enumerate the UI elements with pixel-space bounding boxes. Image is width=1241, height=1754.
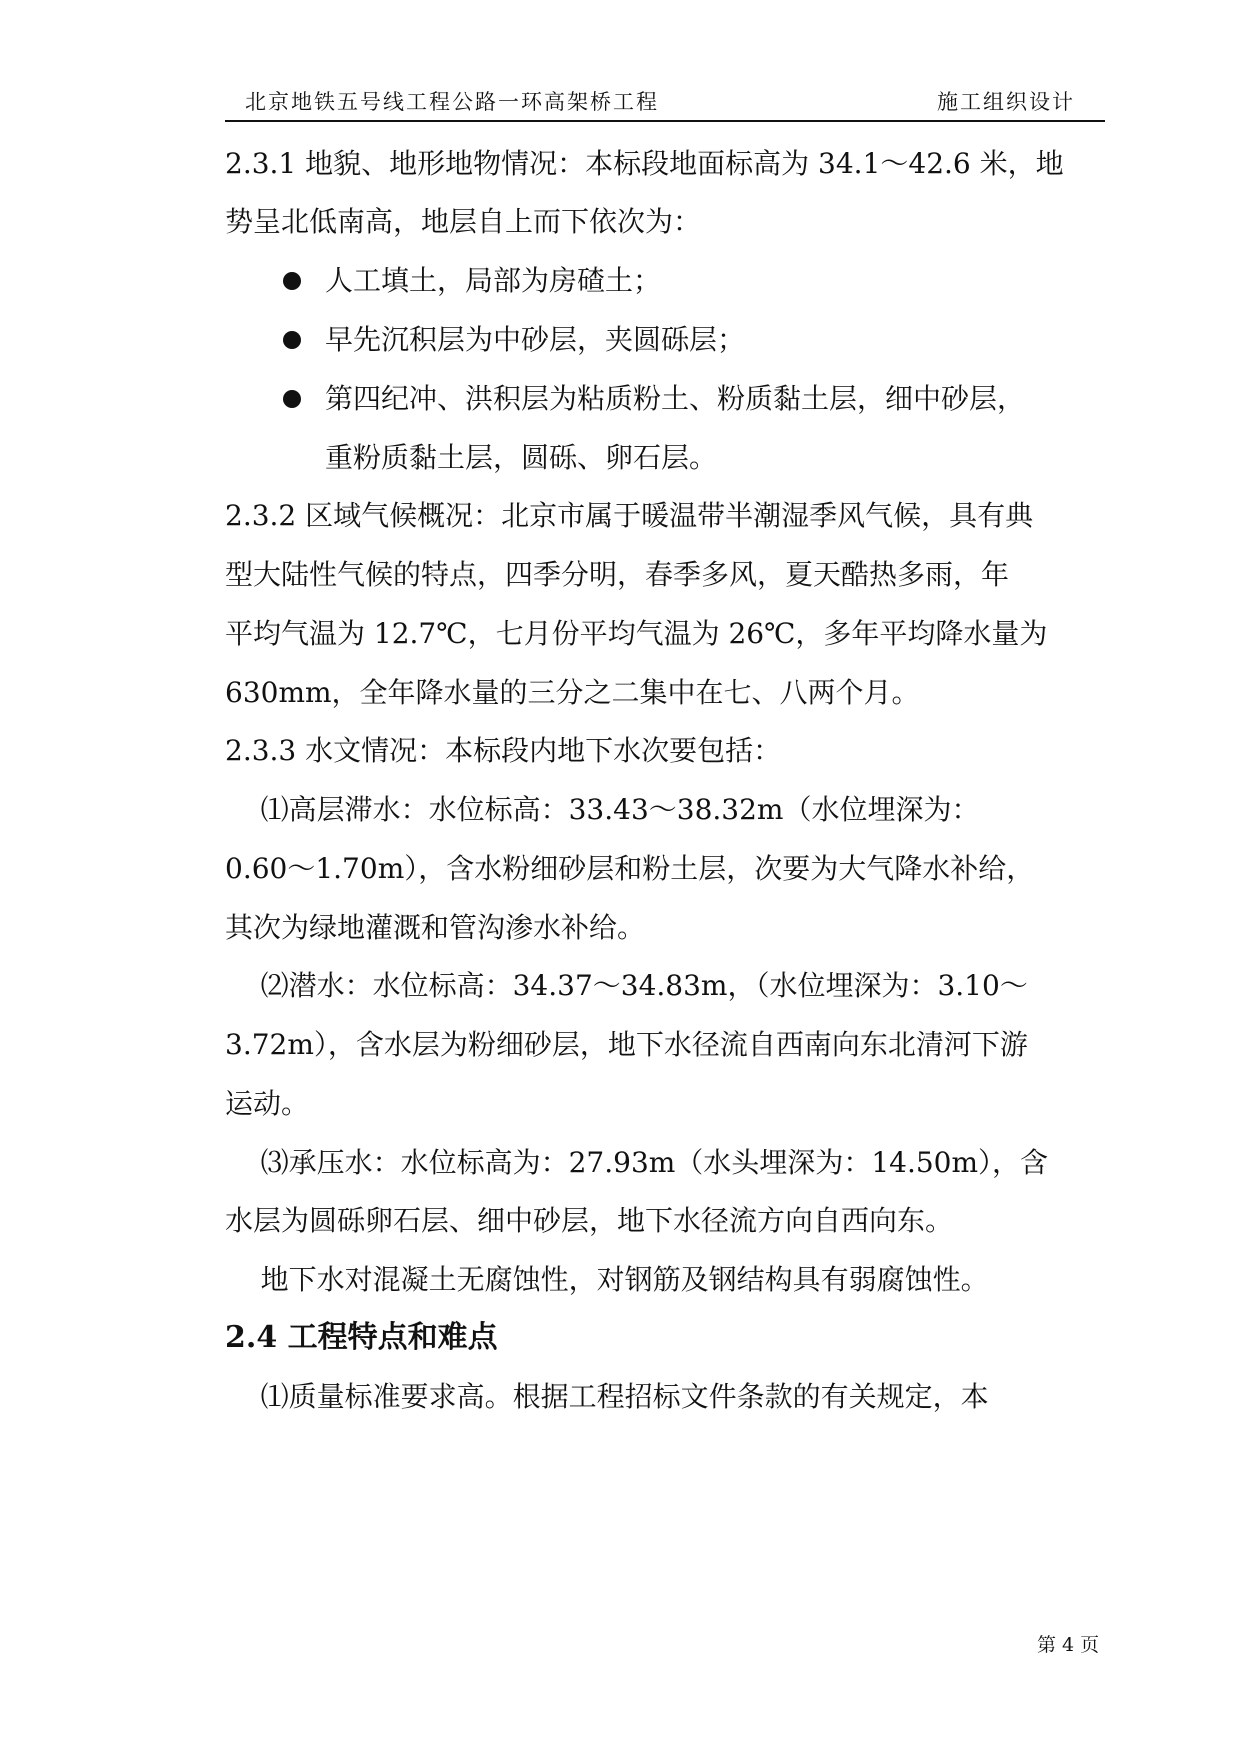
paragraph-line: ⑵潜水：水位标高：34.37～34.83m，（水位埋深为：3.10～ xyxy=(225,969,1028,1002)
header-project-title: 北京地铁五号线工程公路一环高架桥工程 xyxy=(245,90,659,114)
bullet-item-continuation: 重粉质黏土层，圆砾、卵石层。 xyxy=(325,441,718,474)
paragraph-line: ⑴质量标准要求高。根据工程招标文件条款的有关规定，本 xyxy=(225,1380,989,1413)
page-header xyxy=(225,86,1105,120)
page-number: 第 4 页 xyxy=(1037,1634,1100,1656)
bullet-icon xyxy=(283,331,301,349)
paragraph-line: ⑶承压水：水位标高为：27.93m（水头埋深为：14.50m），含 xyxy=(225,1146,1049,1179)
section-heading: 2.4 工程特点和难点 xyxy=(225,1320,498,1355)
paragraph-line: 运动。 xyxy=(225,1087,310,1120)
paragraph-line: 型大陆性气候的特点，四季分明，春季多风，夏天酷热多雨，年 xyxy=(225,558,1010,591)
paragraph-line: 3.72m），含水层为粉细砂层，地下水径流自西南向东北清河下游 xyxy=(225,1028,1028,1061)
paragraph-line: ⑴高层滞水：水位标高：33.43～38.32m（水位埋深为： xyxy=(225,793,980,826)
subsection-title: 2.3.3 水文情况：本标段内地下水次要包括： xyxy=(225,734,782,767)
paragraph-line: 2.3.1 地貌、地形地物情况：本标段地面标高为 34.1～42.6 米，地 xyxy=(225,147,1064,180)
paragraph-line: 地下水对混凝土无腐蚀性，对钢筋及钢结构具有弱腐蚀性。 xyxy=(225,1263,989,1296)
bullet-item: 人工填土，局部为房碴土； xyxy=(325,264,662,297)
paragraph-line: 势呈北低南高，地层自上而下依次为： xyxy=(225,205,702,238)
paragraph-line: 其次为绿地灌溉和管沟渗水补给。 xyxy=(225,911,646,944)
paragraph-line: 630mm，全年降水量的三分之二集中在七、八两个月。 xyxy=(225,676,920,709)
paragraph-line: 水层为圆砾卵石层、细中砂层，地下水径流方向自西向东。 xyxy=(225,1204,954,1237)
paragraph-line: 平均气温为 12.7℃，七月份平均气温为 26℃，多年平均降水量为 xyxy=(225,617,1048,650)
bullet-item: 早先沉积层为中砂层，夹圆砾层； xyxy=(325,323,746,356)
paragraph-line: 2.3.2 区域气候概况：北京市属于暖温带半潮湿季风气候，具有典 xyxy=(225,499,1034,532)
header-doc-type: 施工组织设计 xyxy=(937,90,1075,114)
paragraph-line: 0.60～1.70m），含水粉细砂层和粉土层，次要为大气降水补给， xyxy=(225,852,1035,885)
bullet-icon xyxy=(283,390,301,408)
header-divider xyxy=(225,120,1105,122)
bullet-item: 第四纪冲、洪积层为粘质粉土、粉质黏土层，细中砂层， xyxy=(325,382,1026,415)
bullet-icon xyxy=(283,272,301,290)
